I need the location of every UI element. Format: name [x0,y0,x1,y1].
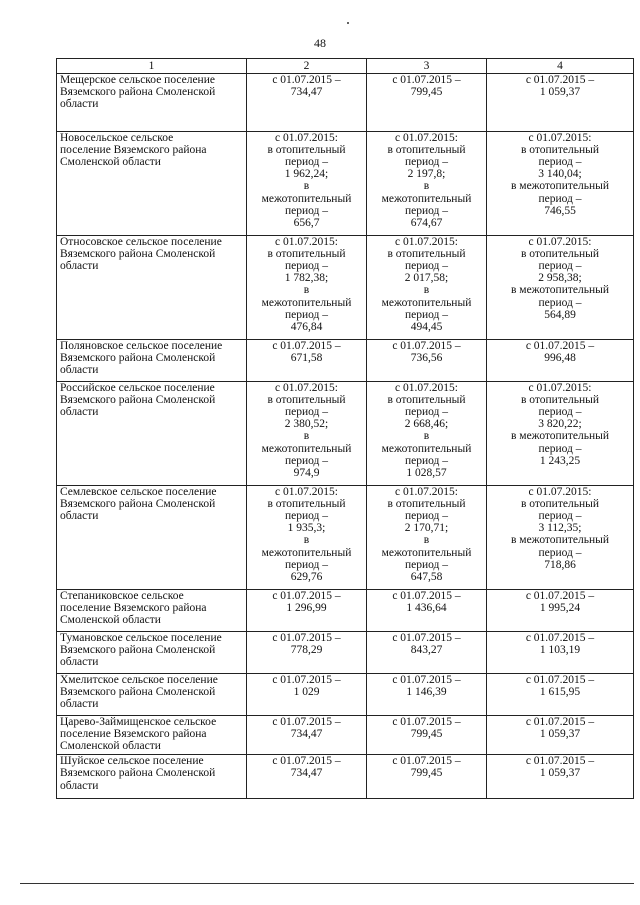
cell-text-line: межотопительный [261,546,352,559]
cell-text-line: 1 146,39 [406,686,447,699]
cell-text-line: с 01.07.2015 – [525,674,595,687]
cell-text-line: в [423,534,430,547]
tariff-cell-col4 [487,486,634,590]
cell-text-line: Вяземского района Смоленской [60,248,216,261]
cell-text-line: в [423,430,430,443]
cell-text-line: Вяземского района Смоленской [60,644,216,657]
cell-text-line: 494,45 [410,320,443,333]
cell-text-line: 718,86 [544,558,576,571]
cell-text-line: 2 170,71; [404,522,449,535]
tariff-cell-col3 [367,716,487,755]
tariff-cell-col3 [367,340,487,382]
tariff-cell-col2 [247,132,367,236]
tariff-cell-col3 [367,382,487,486]
cell-text-line: 996,48 [544,352,576,365]
cell-text-line: в отопительный [267,498,346,511]
cell-text-line: с 01.07.2015 – [272,632,341,645]
tariff-cell-col4 [487,74,634,132]
cell-text-line: Смоленской области [60,740,161,753]
cell-text-line: с 01.07.2015: [395,486,458,499]
cell-text-line: в отопительный [521,144,599,157]
cell-text-line: области [60,656,99,669]
cell-text-line: 647,58 [410,570,443,583]
cell-text-line: 2 668,46; [404,418,449,431]
cell-text-line: 1 103,19 [539,644,581,657]
table-row [57,632,634,674]
cell-text-line: 2 197,8; [407,168,446,181]
cell-text-line: период – [404,308,449,321]
cell-text-line: 734,47 [290,767,323,780]
cell-text-line: 778,29 [290,644,323,657]
cell-text-line: с 01.07.2015: [528,382,592,395]
tariff-cell-col3 [367,132,487,236]
cell-text-line: с 01.07.2015: [395,132,458,145]
cell-text-line: Хмелитское сельское поселение [60,674,218,687]
table-row [57,716,634,755]
tariff-cell-col4 [487,236,634,340]
cell-text-line: области [60,98,99,111]
cell-text-line: период – [404,204,449,217]
cell-text-line: Степаниковское сельское [60,590,184,603]
cell-text-line: 1 935,3; [287,522,326,535]
cell-text-line: 1 995,24 [539,602,581,615]
cell-text-line: в отопительный [521,498,599,511]
cell-text-line: период – [284,260,329,273]
cell-text-line: с 01.07.2015 – [392,716,461,729]
tariff-table [56,58,634,799]
cell-text-line: 3 112,35; [538,522,582,535]
cell-text-line: период – [284,558,329,571]
cell-text-line: в отопительный [267,144,346,157]
tariff-cell-col2 [247,236,367,340]
cell-text-line: с 01.07.2015 – [525,74,595,87]
cell-text-line: поселение Вяземского района [60,144,207,157]
cell-text-line: в [423,180,430,193]
tariff-cell-col4 [487,632,634,674]
cell-text-line: в отопительный [521,248,599,261]
tariff-cell-col4 [487,590,634,632]
cell-text-line: в межотопительный [510,430,610,443]
cell-text-line: 1 243,25 [539,454,581,467]
cell-text-line: 734,47 [290,728,323,741]
cell-text-line: области [60,364,99,377]
cell-text-line: Новосельское сельское [60,132,174,145]
cell-text-line: межотопительный [381,296,472,309]
cell-text-line: в межотопительный [510,180,610,193]
tariff-cell-col2 [247,755,367,799]
settlement-name-cell [57,755,247,799]
cell-text-line: Вяземского района Смоленской [60,498,216,511]
cell-text-line: Поляновское сельское поселение [60,340,223,353]
cell-text-line: 736,56 [410,352,443,365]
cell-text-line: в [423,284,430,297]
cell-text-line: период – [404,156,449,169]
settlement-name-cell [57,132,247,236]
cell-text-line: 1 059,37 [539,767,581,780]
cell-text-line: с 01.07.2015 – [525,755,595,768]
cell-text-line: с 01.07.2015: [528,236,592,249]
cell-text-line: 3 820,22; [538,418,582,431]
cell-text-line: с 01.07.2015 – [392,590,461,603]
cell-text-line: 746,55 [544,204,576,217]
cell-text-line: 671,58 [290,352,323,365]
cell-text-line: в отопительный [387,248,466,261]
cell-text-line: период – [284,406,329,419]
cell-text-line: с 01.07.2015: [528,132,592,145]
cell-text-line: в отопительный [267,248,346,261]
cell-text-line: 1 029 [293,686,320,699]
cell-text-line: с 01.07.2015 – [392,632,461,645]
cell-text-line: 2 017,58; [404,272,449,285]
cell-text-line: период – [284,204,329,217]
tariff-cell-col4 [487,674,634,716]
cell-text-line: области [60,698,99,711]
cell-text-line: 1 059,37 [539,728,581,741]
cell-text-line: 1 059,37 [539,86,581,99]
table-row [57,132,634,236]
table-row [57,674,634,716]
cell-text-line: области [60,260,99,273]
cell-text-line: с 01.07.2015: [275,486,338,499]
cell-text-line: межотопительный [261,192,352,205]
cell-text-line: 974,9 [293,466,320,479]
table-row [57,486,634,590]
cell-text-line: области [60,779,99,792]
cell-text-line: период – [284,156,329,169]
settlement-name-cell [57,632,247,674]
tariff-cell-col2 [247,340,367,382]
cell-text-line: в отопительный [387,498,466,511]
tariff-cell-col3 [367,755,487,799]
cell-text-line: с 01.07.2015: [275,382,338,395]
cell-text-line: 1 962,24; [284,168,329,181]
cell-text-line: в отопительный [387,144,466,157]
cell-text-line: с 01.07.2015 – [272,590,341,603]
column-header-4: 4 [487,59,634,74]
cell-text-line: период – [538,296,582,309]
tariff-cell-col3 [367,236,487,340]
cell-text-line: 1 296,99 [286,602,327,615]
cell-text-line: с 01.07.2015 – [525,590,595,603]
cell-text-line: период – [538,442,582,455]
cell-text-line: 799,45 [410,86,443,99]
column-header-3: 3 [367,59,487,74]
cell-text-line: межотопительный [381,442,472,455]
settlement-name-cell [57,74,247,132]
cell-text-line: с 01.07.2015 – [392,755,461,768]
tariff-cell-col4 [487,716,634,755]
cell-text-line: с 01.07.2015 – [525,340,595,353]
cell-text-line: 1 782,38; [284,272,329,285]
cell-text-line: в [303,284,310,297]
cell-text-line: период – [538,156,582,169]
tariff-cell-col2 [247,590,367,632]
cell-text-line: межотопительный [261,442,352,455]
cell-text-line: с 01.07.2015 – [525,632,595,645]
cell-text-line: в отопительный [521,394,599,407]
cell-text-line: 2 380,52; [284,418,329,431]
table-row [57,382,634,486]
cell-text-line: период – [538,260,582,273]
tariff-cell-col2 [247,632,367,674]
cell-text-line: с 01.07.2015: [395,382,458,395]
cell-text-line: Тумановское сельское поселение [60,632,222,645]
cell-text-line: с 01.07.2015: [528,486,592,499]
cell-text-line: Вяземского района Смоленской [60,394,216,407]
cell-text-line: Семлевское сельское поселение [60,486,217,499]
column-header-1: 1 [57,59,247,74]
settlement-name-cell [57,382,247,486]
cell-text-line: Царево-Займищенское сельское [60,716,217,729]
cell-text-line: период – [538,510,582,523]
cell-text-line: 843,27 [410,644,443,657]
tariff-cell-col4 [487,755,634,799]
cell-text-line: 2 958,38; [538,272,582,285]
cell-text-line: 1 615,95 [539,686,581,699]
tariff-cell-col3 [367,486,487,590]
cell-text-line: в [303,534,310,547]
cell-text-line: Относовское сельское поселение [60,236,222,249]
cell-text-line: период – [284,308,329,321]
tariff-cell-col2 [247,486,367,590]
cell-text-line: с 01.07.2015 – [272,674,341,687]
cell-text-line: период – [404,510,449,523]
tariff-cell-col4 [487,340,634,382]
column-header-2: 2 [247,59,367,74]
cell-text-line: период – [538,192,582,205]
cell-text-line: в отопительный [387,394,466,407]
cell-text-line: Мещерское сельское поселение [60,74,215,87]
cell-text-line: межотопительный [381,546,472,559]
settlement-name-cell [57,590,247,632]
scan-speck [347,22,349,24]
cell-text-line: 799,45 [410,728,443,741]
cell-text-line: Шуйское сельское поселение [60,755,204,768]
cell-text-line: межотопительный [381,192,472,205]
tariff-cell-col4 [487,132,634,236]
cell-text-line: период – [538,546,582,559]
cell-text-line: 1 436,64 [406,602,447,615]
cell-text-line: Смоленской области [60,156,161,169]
cell-text-line: поселение Вяземского района [60,602,207,615]
cell-text-line: с 01.07.2015: [275,236,338,249]
header-row [57,59,634,74]
tariff-cell-col3 [367,674,487,716]
cell-text-line: поселение Вяземского района [60,728,207,741]
settlement-name-cell [57,486,247,590]
cell-text-line: с 01.07.2015 – [392,340,461,353]
cell-text-line: период – [404,260,449,273]
cell-text-line: период – [538,406,582,419]
cell-text-line: в [303,180,310,193]
cell-text-line: 1 028,57 [406,466,447,479]
tariff-cell-col2 [247,674,367,716]
cell-text-line: в межотопительный [510,534,610,547]
cell-text-line: 476,84 [290,320,323,333]
cell-text-line: Вяземского района Смоленской [60,352,216,365]
cell-text-line: период – [284,510,329,523]
cell-text-line: 564,89 [544,308,576,321]
table-row [57,74,634,132]
cell-text-line: с 01.07.2015: [275,132,338,145]
table-row [57,236,634,340]
cell-text-line: с 01.07.2015 – [392,74,461,87]
cell-text-line: с 01.07.2015 – [272,716,341,729]
cell-text-line: 3 140,04; [538,168,582,181]
cell-text-line: Смоленской области [60,614,161,627]
settlement-name-cell [57,674,247,716]
tariff-cell-col3 [367,590,487,632]
tariff-cell-col2 [247,74,367,132]
cell-text-line: с 01.07.2015 – [272,340,341,353]
table-body [57,74,634,799]
cell-text-line: с 01.07.2015 – [525,716,595,729]
tariff-cell-col2 [247,382,367,486]
cell-text-line: с 01.07.2015 – [272,755,341,768]
cell-text-line: в отопительный [267,394,346,407]
cell-text-line: период – [404,406,449,419]
cell-text-line: с 01.07.2015 – [392,674,461,687]
table-row [57,755,634,799]
cell-text-line: 629,76 [290,570,323,583]
cell-text-line: области [60,406,99,419]
bottom-rule [20,883,634,884]
table-row [57,590,634,632]
cell-text-line: Вяземского района Смоленской [60,767,216,780]
cell-text-line: межотопительный [261,296,352,309]
cell-text-line: период – [404,558,449,571]
cell-text-line: Российское сельское поселение [60,382,215,395]
cell-text-line: в межотопительный [510,284,610,297]
settlement-name-cell [57,236,247,340]
page-number: 48 [314,36,326,50]
cell-text-line: период – [284,454,329,467]
cell-text-line: Вяземского района Смоленской [60,686,216,699]
tariff-cell-col3 [367,74,487,132]
tariff-cell-col3 [367,632,487,674]
cell-text-line: 674,67 [410,216,443,229]
cell-text-line: в [303,430,310,443]
cell-text-line: 799,45 [410,767,443,780]
settlement-name-cell [57,716,247,755]
tariff-cell-col4 [487,382,634,486]
cell-text-line: с 01.07.2015 – [272,74,341,87]
cell-text-line: Вяземского района Смоленской [60,86,216,99]
cell-text-line: области [60,510,99,523]
settlement-name-cell [57,340,247,382]
cell-text-line: период – [404,454,449,467]
cell-text-line: с 01.07.2015: [395,236,458,249]
tariff-cell-col2 [247,716,367,755]
cell-text-line: 656,7 [293,216,320,229]
table-row [57,340,634,382]
cell-text-line: 734,47 [290,86,323,99]
